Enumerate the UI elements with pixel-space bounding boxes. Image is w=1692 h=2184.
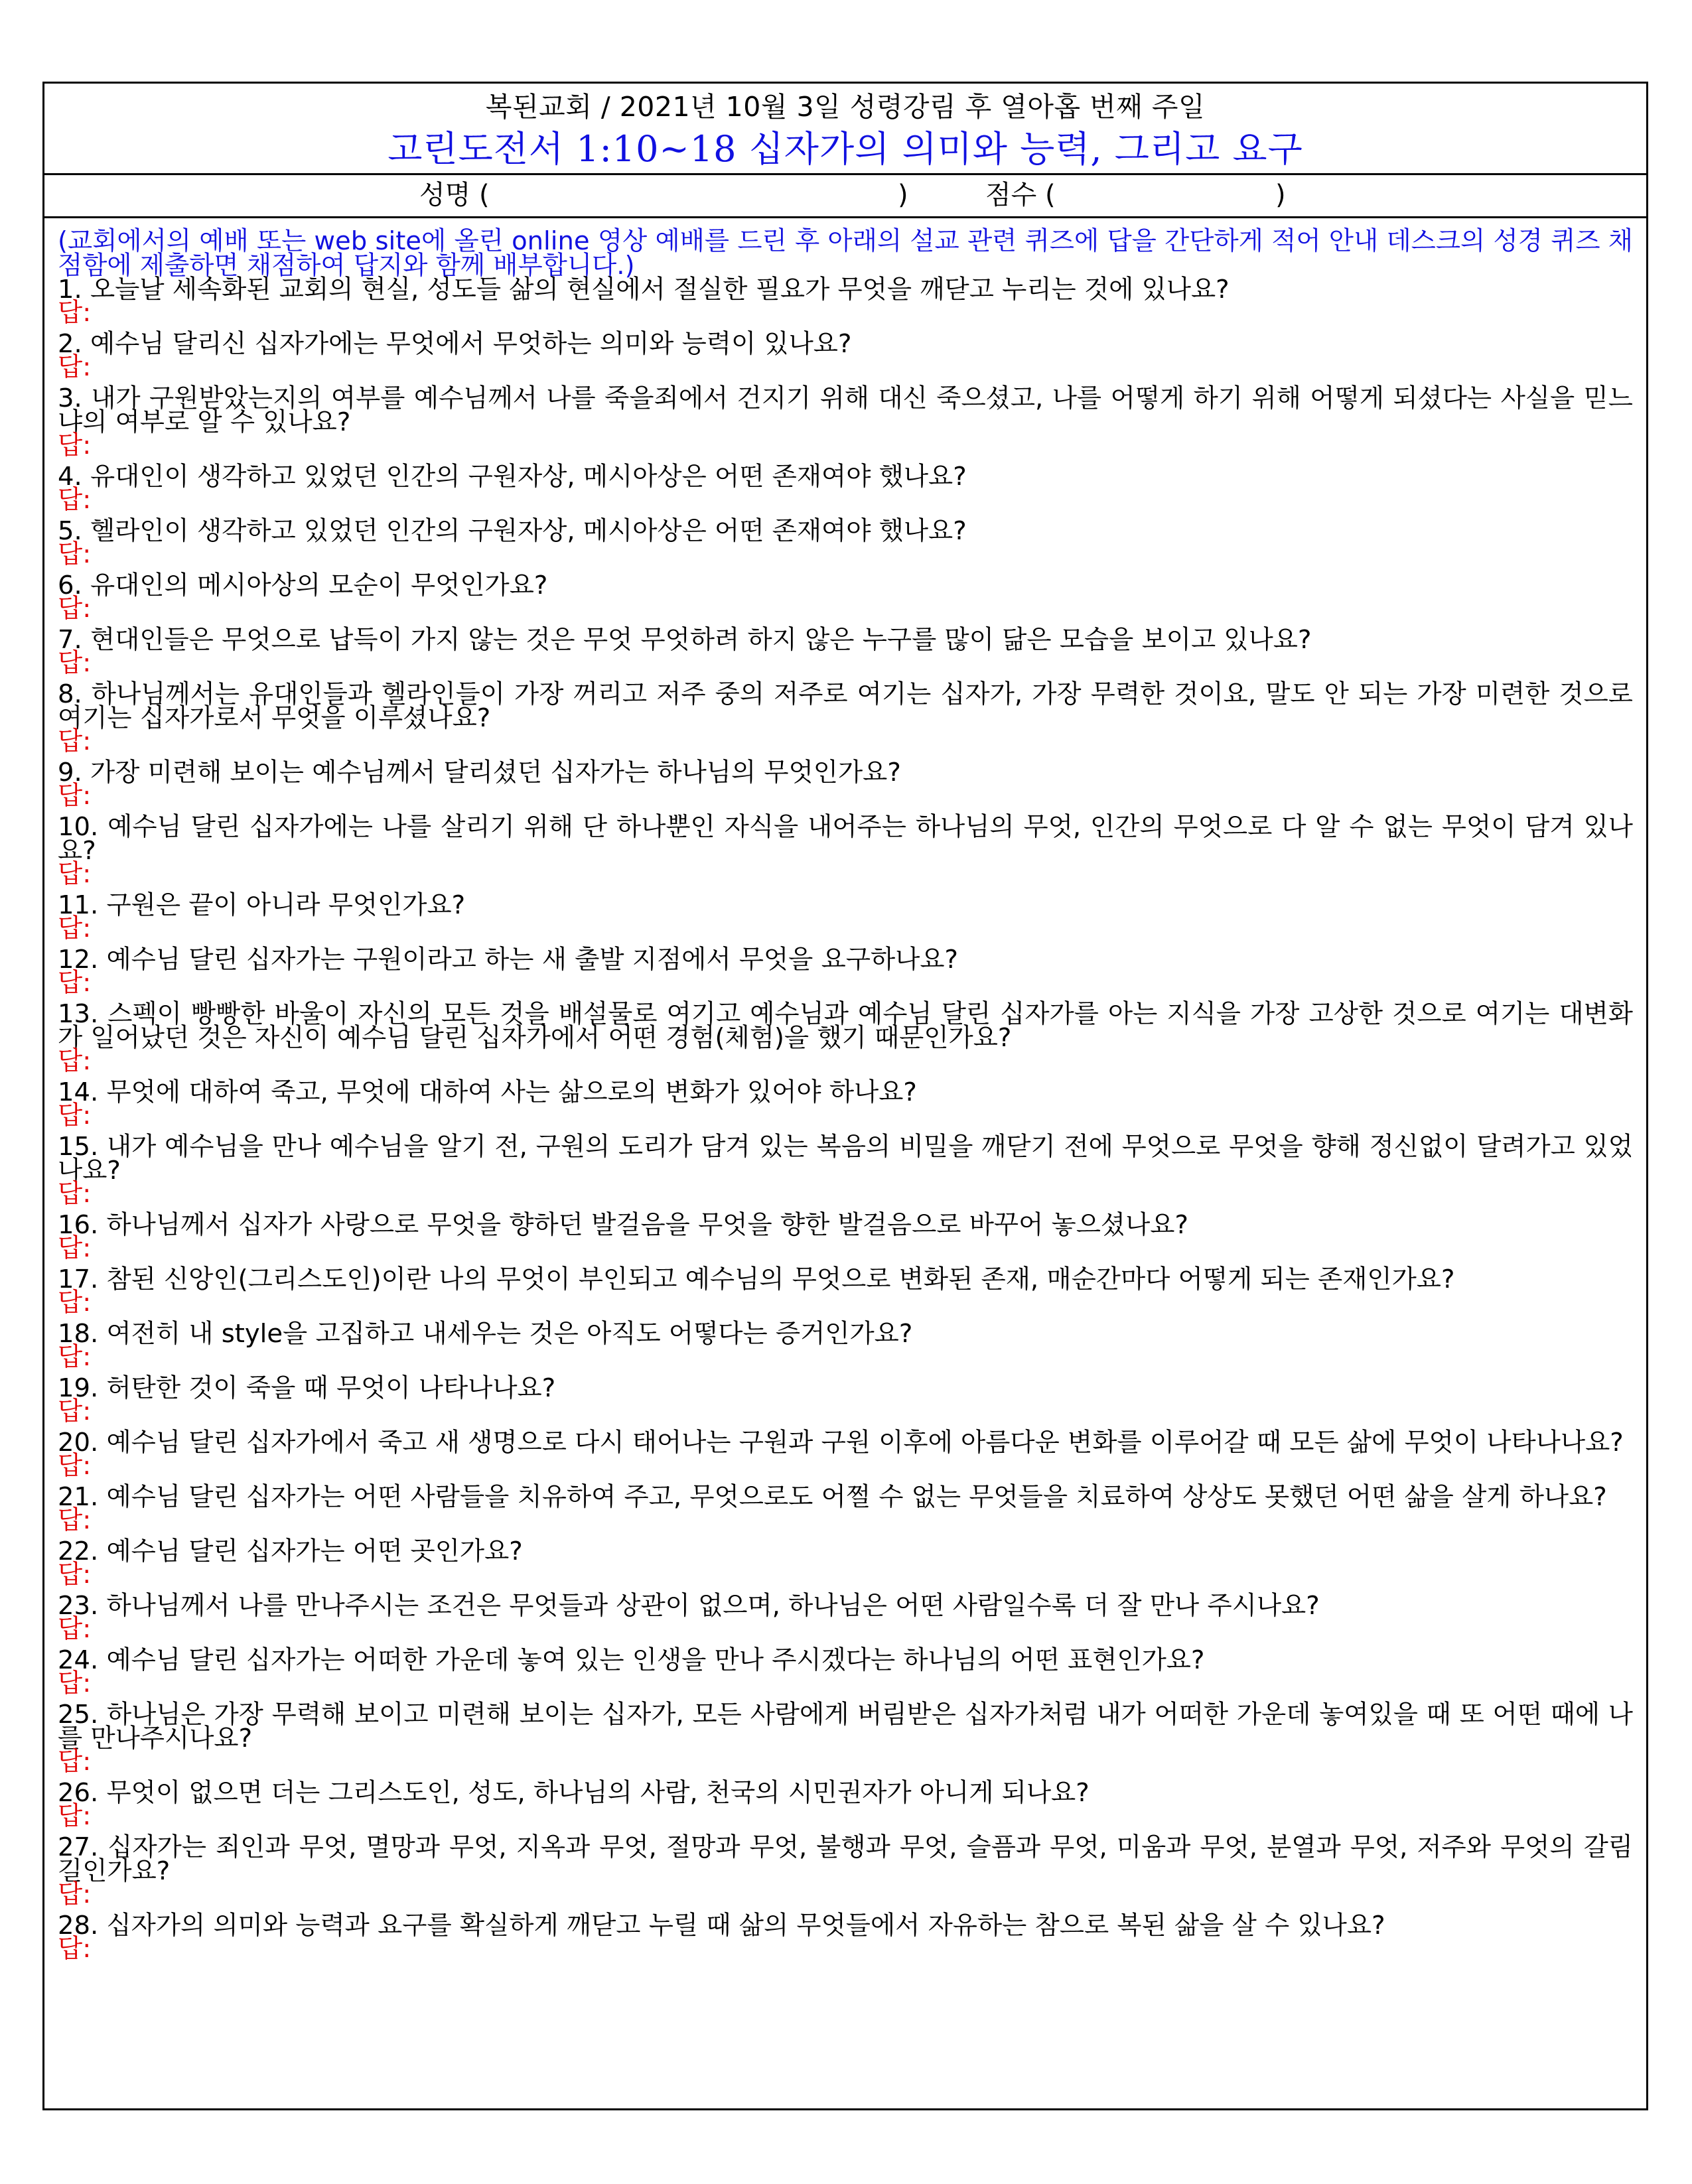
question-text: 8. 하나님께서는 유대인들과 헬라인들이 가장 꺼리고 저주 중의 저주로 여기는 십자가, 가장 무력한 것이요, 말도 안 되는 가장 미련한 것으로 여기는 십자가로서 무엇을 이루셨나요? xyxy=(58,679,1633,733)
answer-label: 답: xyxy=(58,1614,92,1644)
answer-label: 답: xyxy=(58,1747,92,1777)
instructions: (교회에서의 예배 또는 web site에 올린 online 영상 예배를 드린 후 아래의 설교 관련 퀴즈에 답을 간단하게 적어 안내 데스크의 성경 퀴즈 채점함에 제출하면 채점하여 답지와 함께 배부합니다.) xyxy=(58,226,1633,281)
answer-label: 답: xyxy=(58,1801,92,1831)
question-text: 24. 예수님 달린 십자가는 어떠한 가운데 놓여 있는 인생을 만나 주시겠다는 하나님의 어떤 표현인가요? xyxy=(58,1645,1205,1675)
answer-label: 답: xyxy=(58,1934,92,1964)
quiz-body xyxy=(44,218,1646,1968)
answer-label: 답: xyxy=(58,352,92,382)
answer-label: 답: xyxy=(58,1342,92,1372)
question-text: 9. 가장 미련해 보이는 예수님께서 달리셨던 십자가는 하나님의 무엇인가요? xyxy=(58,758,901,787)
sermon-title: 고린도전서 1:10~18 십자가의 의미와 능력, 그리고 요구 xyxy=(388,128,1303,170)
name-score-bar xyxy=(44,175,1646,218)
question-text: 16. 하나님께서 십자가 사랑으로 무엇을 향하던 발걸음을 무엇을 향한 발걸음으로 바꾸어 놓으셨나요? xyxy=(58,1210,1188,1240)
answer-label: 답: xyxy=(58,914,92,943)
answer-label: 답: xyxy=(58,298,92,328)
question-text: 1. 오늘날 세속화된 교회의 현실, 성도들 삶의 현실에서 절실한 필요가 무엇을 깨닫고 누리는 것에 있나요? xyxy=(58,275,1230,305)
question-text: 14. 무엇에 대하여 죽고, 무엇에 대하여 사는 삶으로의 변화가 있어야 하나요? xyxy=(58,1077,917,1107)
answer-label: 답: xyxy=(58,1288,92,1318)
answer-label: 답: xyxy=(58,726,92,756)
name-label: 성명 ( xyxy=(419,180,490,210)
answer-label: 답: xyxy=(58,781,92,811)
question-text: 3. 내가 구원받았는지의 여부를 예수님께서 나를 죽을죄에서 건지기 위해 대신 죽으셨고, 나를 어떻게 하기 위해 어떻게 되셨다는 사실을 믿느냐의 여부로 알 수 있나요? xyxy=(58,383,1633,437)
question-text: 19. 허탄한 것이 죽을 때 무엇이 나타나나요? xyxy=(58,1373,556,1403)
answer-label: 답: xyxy=(58,1179,92,1209)
question-text: 5. 헬라인이 생각하고 있었던 인간의 구원자상, 메시아상은 어떤 존재여야 했나요? xyxy=(58,516,967,546)
question-text: 6. 유대인의 메시아상의 모순이 무엇인가요? xyxy=(58,571,548,600)
question-text: 15. 내가 예수님을 만나 예수님을 알기 전, 구원의 도리가 담겨 있는 복음의 비밀을 깨닫기 전에 무엇으로 무엇을 향해 정신없이 달려가고 있었나요? xyxy=(58,1132,1633,1186)
question-text: 18. 여전히 내 style을 고집하고 내세우는 것은 아직도 어떻다는 증거인가요? xyxy=(58,1319,913,1349)
answer-label: 답: xyxy=(58,1669,92,1698)
church-date-subtitle: 복된교회 / 2021년 10월 3일 성령강림 후 열아홉 번째 주일 xyxy=(485,91,1206,123)
answer-label: 답: xyxy=(58,1560,92,1590)
question-text: 13. 스펙이 빵빵한 바울이 자신의 모든 것을 배설물로 여기고 예수님과 예수님 달린 십자가를 아는 지식을 가장 고상한 것으로 여기는 대변화가 일어났던 것은 자신이 예수님 달린 십자가에서 어떤 경험(체험)을 했기 때문인가요? xyxy=(58,999,1633,1053)
answer-label: 답: xyxy=(58,1451,92,1481)
question-text: 17. 참된 신앙인(그리스도인)이란 나의 무엇이 부인되고 예수님의 무엇으로 변화된 존재, 매순간마다 어떻게 되는 존재인가요? xyxy=(58,1264,1455,1294)
question-text: 21. 예수님 달린 십자가는 어떤 사람들을 치유하여 주고, 무엇으로도 어쩔 수 없는 무엇들을 치료하여 상상도 못했던 어떤 삶을 살게 하나요? xyxy=(58,1482,1607,1512)
question-list xyxy=(58,275,1633,1968)
question-text: 10. 예수님 달린 십자가에는 나를 살리기 위해 단 하나뿐인 자식을 내어주는 하나님의 무엇, 인간의 무엇으로 다 알 수 없는 무엇이 담겨 있나요? xyxy=(58,812,1633,866)
question-text: 25. 하나님은 가장 무력해 보이고 미련해 보이는 십자가, 모든 사람에게 버림받은 십자가처럼 내가 어떠한 가운데 놓여있을 때 또 어떤 때에 나를 만나주시나요? xyxy=(58,1700,1633,1753)
answer-label: 답: xyxy=(58,1233,92,1263)
question-text: 27. 십자가는 죄인과 무엇, 멸망과 무엇, 지옥과 무엇, 절망과 무엇, 불행과 무엇, 슬픔과 무엇, 미움과 무엇, 분열과 무엇, 저주와 무엇의 갈림길인가요? xyxy=(58,1832,1633,1886)
answer-label: 답: xyxy=(58,539,92,569)
question-text: 7. 현대인들은 무엇으로 납득이 가지 않는 것은 무엇 무엇하려 하지 않은 누구를 많이 닮은 모습을 보이고 있나요? xyxy=(58,625,1312,655)
question-text: 11. 구원은 끝이 아니라 무엇인가요? xyxy=(58,890,466,920)
answer-label: 답: xyxy=(58,594,92,624)
question-text: 2. 예수님 달리신 십자가에는 무엇에서 무엇하는 의미와 능력이 있나요? xyxy=(58,329,852,359)
question-text: 26. 무엇이 없으면 더는 그리스도인, 성도, 하나님의 사람, 천국의 시민권자가 아니게 되나요? xyxy=(58,1778,1090,1808)
question-text: 23. 하나님께서 나를 만나주시는 조건은 무엇들과 상관이 없으며, 하나님은 어떤 사람일수록 더 잘 만나 주시나요? xyxy=(58,1591,1320,1621)
answer-label: 답: xyxy=(58,485,92,515)
question-text: 4. 유대인이 생각하고 있었던 인간의 구원자상, 메시아상은 어떤 존재여야 했나요? xyxy=(58,462,967,492)
score-label: 점수 ( xyxy=(985,180,1056,210)
answer-label: 답: xyxy=(58,968,92,998)
answer-label: 답: xyxy=(58,1101,92,1130)
answer-label: 답: xyxy=(58,1397,92,1426)
answer-label: 답: xyxy=(58,648,92,678)
answer-label: 답: xyxy=(58,1505,92,1535)
question-text: 20. 예수님 달린 십자가에서 죽고 새 생명으로 다시 태어나는 구원과 구원 이후에 아름다운 변화를 이루어갈 때 모든 삶에 무엇이 나타나나요? xyxy=(58,1428,1624,1458)
name-close: ) xyxy=(898,180,908,210)
answer-label: 답: xyxy=(58,1879,92,1909)
question-text: 28. 십자가의 의미와 능력과 요구를 확실하게 깨닫고 누릴 때 삶의 무엇들에서 자유하는 참으로 복된 삶을 살 수 있나요? xyxy=(58,1911,1385,1941)
answer-label: 답: xyxy=(58,431,92,460)
sheet-header xyxy=(44,84,1646,175)
quiz-sheet xyxy=(42,82,1648,2110)
score-close: ) xyxy=(1275,180,1286,210)
question-text: 12. 예수님 달린 십자가는 구원이라고 하는 새 출발 지점에서 무엇을 요구하나요? xyxy=(58,945,958,975)
answer-label: 답: xyxy=(58,1046,92,1076)
answer-label: 답: xyxy=(58,859,92,889)
question-text: 22. 예수님 달린 십자가는 어떤 곳인가요? xyxy=(58,1536,523,1566)
